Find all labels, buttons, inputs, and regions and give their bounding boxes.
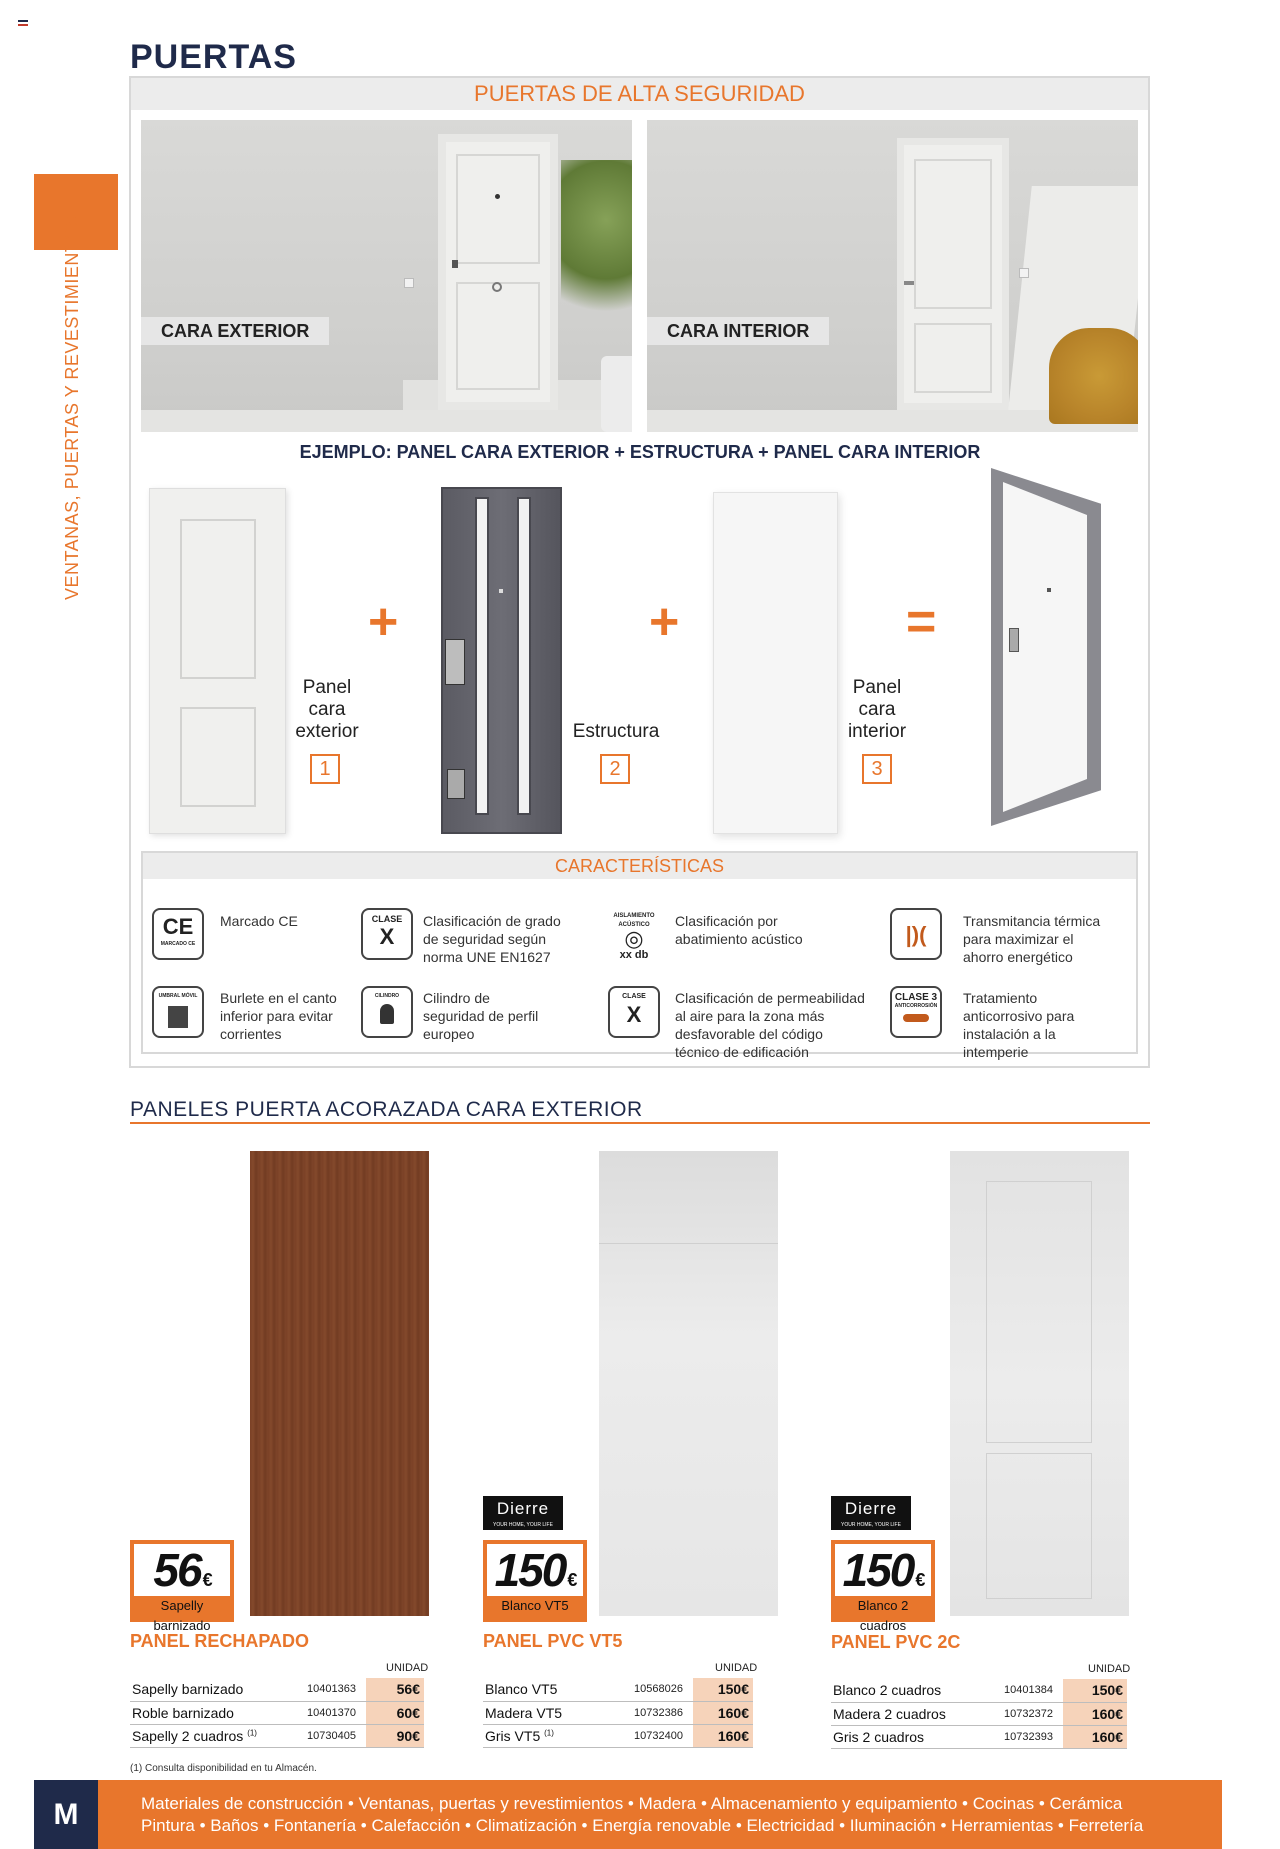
panels-section-title: PANELES PUERTA ACORAZADA CARA EXTERIOR: [130, 1098, 643, 1121]
plant-decoration: [561, 160, 632, 360]
feature-text-thermal: Transmitancia térmica para maximizar el ahorro energético: [963, 913, 1101, 965]
product-1-price-caption: Sapelly barnizado: [153, 1598, 211, 1633]
security-doors-header: PUERTAS DE ALTA SEGURIDAD: [131, 78, 1148, 110]
feature-text-ce: Marcado CE: [220, 913, 298, 929]
interior-face-photo: [647, 120, 1138, 432]
security-class-icon: CLASE X: [361, 908, 413, 960]
product-1-table: [130, 1678, 424, 1748]
plus-sign-1: +: [368, 593, 399, 651]
component-3-number: 3: [862, 754, 892, 784]
page-title: PUERTAS: [130, 38, 297, 76]
cylinder-icon: CILINDRO: [361, 986, 413, 1038]
footer-categories-line-1: Materiales de construcción • Ventanas, puertas y revestimientos • Madera • Almacenamiento y equipamiento • Cocinas • Cerámica: [141, 1794, 1123, 1813]
feature-text-cylinder: Cilindro de seguridad de perfil europeo: [423, 990, 539, 1042]
product-1-price-tag: [130, 1540, 234, 1633]
section-divider: [130, 1122, 1150, 1124]
feature-text-acoustic: Clasificación por abatimiento acústico: [675, 913, 803, 947]
product-2-unit-label: UNIDAD: [715, 1662, 758, 1674]
product-3-unit-label: UNIDAD: [1088, 1663, 1131, 1675]
weatherstrip-icon: UMBRAL MÓVIL: [152, 986, 204, 1038]
features-header: CARACTERÍSTICAS: [143, 853, 1136, 879]
product-3-name: PANEL PVC 2C: [831, 1632, 961, 1652]
product-3-price-tag: [831, 1540, 935, 1633]
exterior-face-label: CARA EXTERIOR: [141, 317, 329, 345]
table-row: Blanco 2 cuadros 10401384 150€: [831, 1679, 1127, 1702]
thermal-icon: |)(: [890, 908, 942, 960]
plant-pot: [601, 356, 632, 432]
product-3-currency: €: [915, 1570, 924, 1590]
footnote: (1) Consulta disponibilidad en tu Almacén.: [130, 1763, 317, 1774]
component-2-number: 2: [600, 754, 630, 784]
product-2-image: [599, 1151, 778, 1616]
footer-bar: [34, 1780, 1222, 1849]
product-2-brand-logo: Dierre YOUR HOME, YOUR LIFE: [483, 1496, 563, 1530]
product-1-unit-label: UNIDAD: [386, 1662, 429, 1674]
product-3-image: [950, 1151, 1129, 1616]
exterior-door: [438, 134, 558, 410]
product-2-price-caption: Blanco VT5: [501, 1598, 569, 1613]
air-permeability-icon: CLASE X: [608, 986, 660, 1038]
structure-image: [441, 487, 562, 834]
assembled-door-image: [991, 468, 1101, 826]
interior-panel-image: [713, 492, 838, 834]
table-row: Sapelly 2 cuadros $^{(1)}$ 10730405 90€: [130, 1724, 424, 1747]
brand-logo: M: [34, 1780, 98, 1849]
table-row: Gris VT5 $^{(1)}$ 10732400 160€: [483, 1724, 753, 1747]
interior-door: [897, 138, 1009, 410]
product-2-table: [483, 1678, 753, 1748]
product-3-price-caption: Blanco 2 cuadros: [857, 1598, 909, 1633]
exterior-face-photo: [141, 120, 632, 432]
product-1-currency: €: [202, 1570, 211, 1590]
product-1-price: 56: [153, 1544, 201, 1596]
component-2-label: Estructura: [572, 721, 660, 742]
product-3-price: 150: [842, 1544, 914, 1596]
product-1-image: [250, 1151, 429, 1616]
component-1-number: 1: [310, 754, 340, 784]
product-3-brand-logo: Dierre YOUR HOME, YOUR LIFE: [831, 1496, 911, 1530]
feature-text-anticorrosion: Tratamiento anticorrosivo para instalación a la intemperie: [963, 990, 1075, 1060]
equals-sign: =: [906, 593, 937, 651]
table-row: Blanco VT5 10568026 150€: [483, 1678, 753, 1701]
product-2-price-tag: [483, 1540, 587, 1622]
table-row: Madera 2 cuadros 10732372 160€: [831, 1702, 1127, 1725]
feature-text-security-class: Clasificación de grado de seguridad según norma UNE EN1627: [423, 913, 561, 965]
interior-face-label: CARA INTERIOR: [647, 317, 829, 345]
table-row: Madera VT5 10732386 160€: [483, 1701, 753, 1724]
product-3-table: [831, 1679, 1127, 1749]
exterior-panel-image: [149, 488, 286, 834]
side-section-label: VENTANAS, PUERTAS Y REVESTIMIENTOS: [62, 213, 82, 600]
product-1-name: PANEL RECHAPADO: [130, 1631, 310, 1651]
footer-categories-line-2: Pintura • Baños • Fontanería • Calefacción • Climatización • Energía renovable • Electricidad • Iluminación • Herramientas • Ferretería: [141, 1816, 1144, 1835]
example-title: EJEMPLO: PANEL CARA EXTERIOR + ESTRUCTURA + PANEL CARA INTERIOR: [299, 442, 981, 462]
acoustic-icon: AISLAMIENTO ACÚSTICO ◎ xx db: [608, 908, 660, 960]
feature-text-air-permeability: Clasificación de permeabilidad al aire para la zona más desfavorable del código técnico de edificación: [675, 990, 865, 1060]
plus-sign-2: +: [649, 593, 680, 651]
product-2-currency: €: [567, 1570, 576, 1590]
ce-mark-icon: CE MARCADO CE: [152, 908, 204, 960]
component-3-label: Panel cara interior: [847, 677, 907, 742]
flag-mark-icon: [18, 20, 28, 26]
product-2-name: PANEL PVC VT5: [483, 1631, 623, 1651]
table-row: Sapelly barnizado 10401363 56€: [130, 1678, 424, 1701]
component-1-label: Panel cara exterior: [295, 677, 359, 742]
feature-text-weatherstrip: Burlete en el canto inferior para evitar corrientes: [220, 990, 337, 1042]
product-2-price: 150: [494, 1544, 566, 1596]
table-row: Gris 2 cuadros 10732393 160€: [831, 1725, 1127, 1748]
anticorrosion-icon: CLASE 3 ANTICORROSIÓN: [890, 986, 942, 1038]
armchair-decoration: [1049, 328, 1138, 424]
table-row: Roble barnizado 10401370 60€: [130, 1701, 424, 1724]
